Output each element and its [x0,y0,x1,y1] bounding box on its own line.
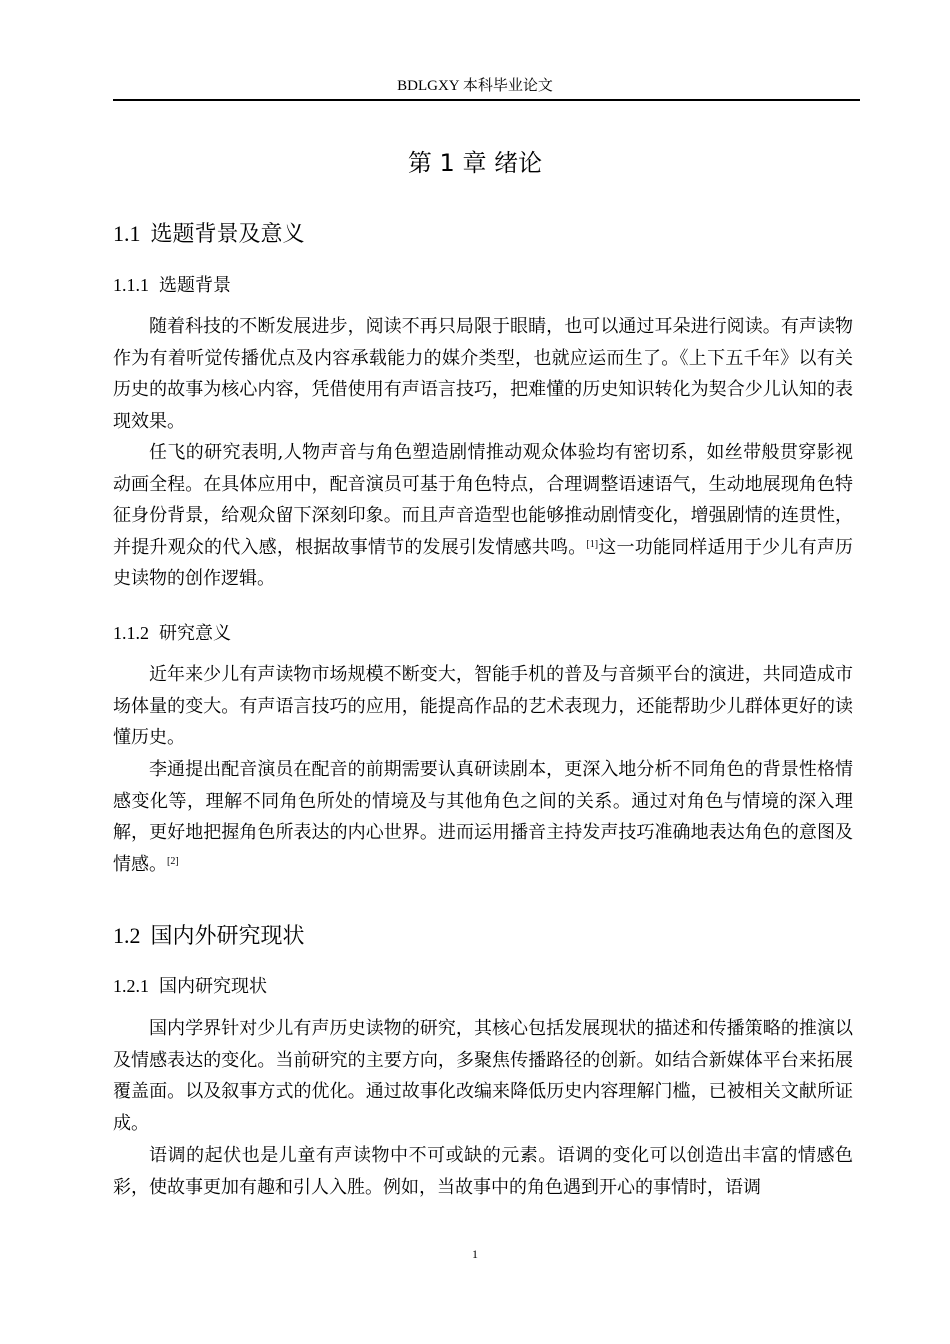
section-number: 1.1 [113,221,141,246]
section-number: 1.2 [113,923,141,948]
section-title-text: 国内外研究现状 [150,924,305,949]
paragraph [113,659,853,754]
section-heading-1-2 [113,922,305,951]
paragraph [113,437,853,595]
header-divider [113,99,860,101]
page-number: 1 [472,1247,478,1261]
subsection-number: 1.1.1 [113,275,149,295]
subsection-title-text: 研究意义 [159,623,231,644]
subsection-number: 1.1.2 [113,623,149,643]
paragraph [113,1140,853,1203]
paragraph-text: 李通提出配音演员在配音的前期需要认真研读剧本，更深入地分析不同角色的背景性格情感变化等，理解不同角色所处的情境及与其他角色之间的关系。通过对角色与情境的深入理解，更好地把握角色所表达的内心世界。进而运用播音主持发声技巧准确地表达角色的意图及情感。 [113,759,853,875]
paragraph [113,754,853,880]
paragraph-text: 随着科技的不断发展进步，阅读不再只局限于眼睛，也可以通过耳朵进行阅读。有声读物作为有着听觉传播优点及内容承载能力的媒介类型，也就应运而生了。《上下五千年》以有关历史的故事为核心内容，凭借使用有声语言技巧，把难懂的历史知识转化为契合少儿认知的表现效果。 [113,316,853,432]
citation-ref: [1] [586,538,599,550]
subsection-heading-1-1-2 [113,621,231,646]
running-header: BDLGXY 本科毕业论文 [397,78,553,94]
paragraph-text: 任飞的研究表明,人物声音与角色塑造剧情推动观众体验均有密切系，如丝带般贯穿影视动画全程。在具体应用中，配音演员可基于角色特点，合理调整语速语气，生动地展现角色特征身份背景，给观众留下深刻印象。而且声音造型也能够推动剧情变化，增强剧情的连贯性，并提升观众的代入感，根据故事情节的发展引发情感共鸣。 [113,442,853,558]
section-heading-1-1 [113,220,305,249]
subsection-number: 1.2.1 [113,976,149,996]
subsection-title-text: 国内研究现状 [159,976,267,997]
chapter-title: 第 1 章 绪论 [407,149,543,177]
paragraph-text-tail: 这一功能同样适用于少儿有声历史读物的创作逻辑。 [113,536,854,589]
paragraph [113,1013,853,1139]
paragraph-text: 近年来少儿有声读物市场规模不断变大，智能手机的普及与音频平台的演进，共同造成市场体量的变大。有声语言技巧的应用，能提高作品的艺术表现力，还能帮助少儿群体更好的读懂历史。 [113,664,853,748]
section-title-text: 选题背景及意义 [150,222,305,247]
subsection-heading-1-1-1 [113,273,231,298]
paragraph [113,311,853,437]
citation-ref: [2] [167,855,179,867]
subsection-heading-1-2-1 [113,974,267,999]
subsection-title-text: 选题背景 [159,275,231,296]
paragraph-text: 国内学界针对少儿有声历史读物的研究，其核心包括发展现状的描述和传播策略的推演以及情感表达的变化。当前研究的主要方向，多聚焦传播路径的创新。如结合新媒体平台来拓展覆盖面。以及叙事方式的优化。通过故事化改编来降低历史内容理解门槛，已被相关文献所证成。 [113,1018,853,1134]
paragraph-text: 语调的起伏也是儿童有声读物中不可或缺的元素。语调的变化可以创造出丰富的情感色彩，使故事更加有趣和引人入胜。例如，当故事中的角色遇到开心的事情时，语调 [113,1145,853,1198]
